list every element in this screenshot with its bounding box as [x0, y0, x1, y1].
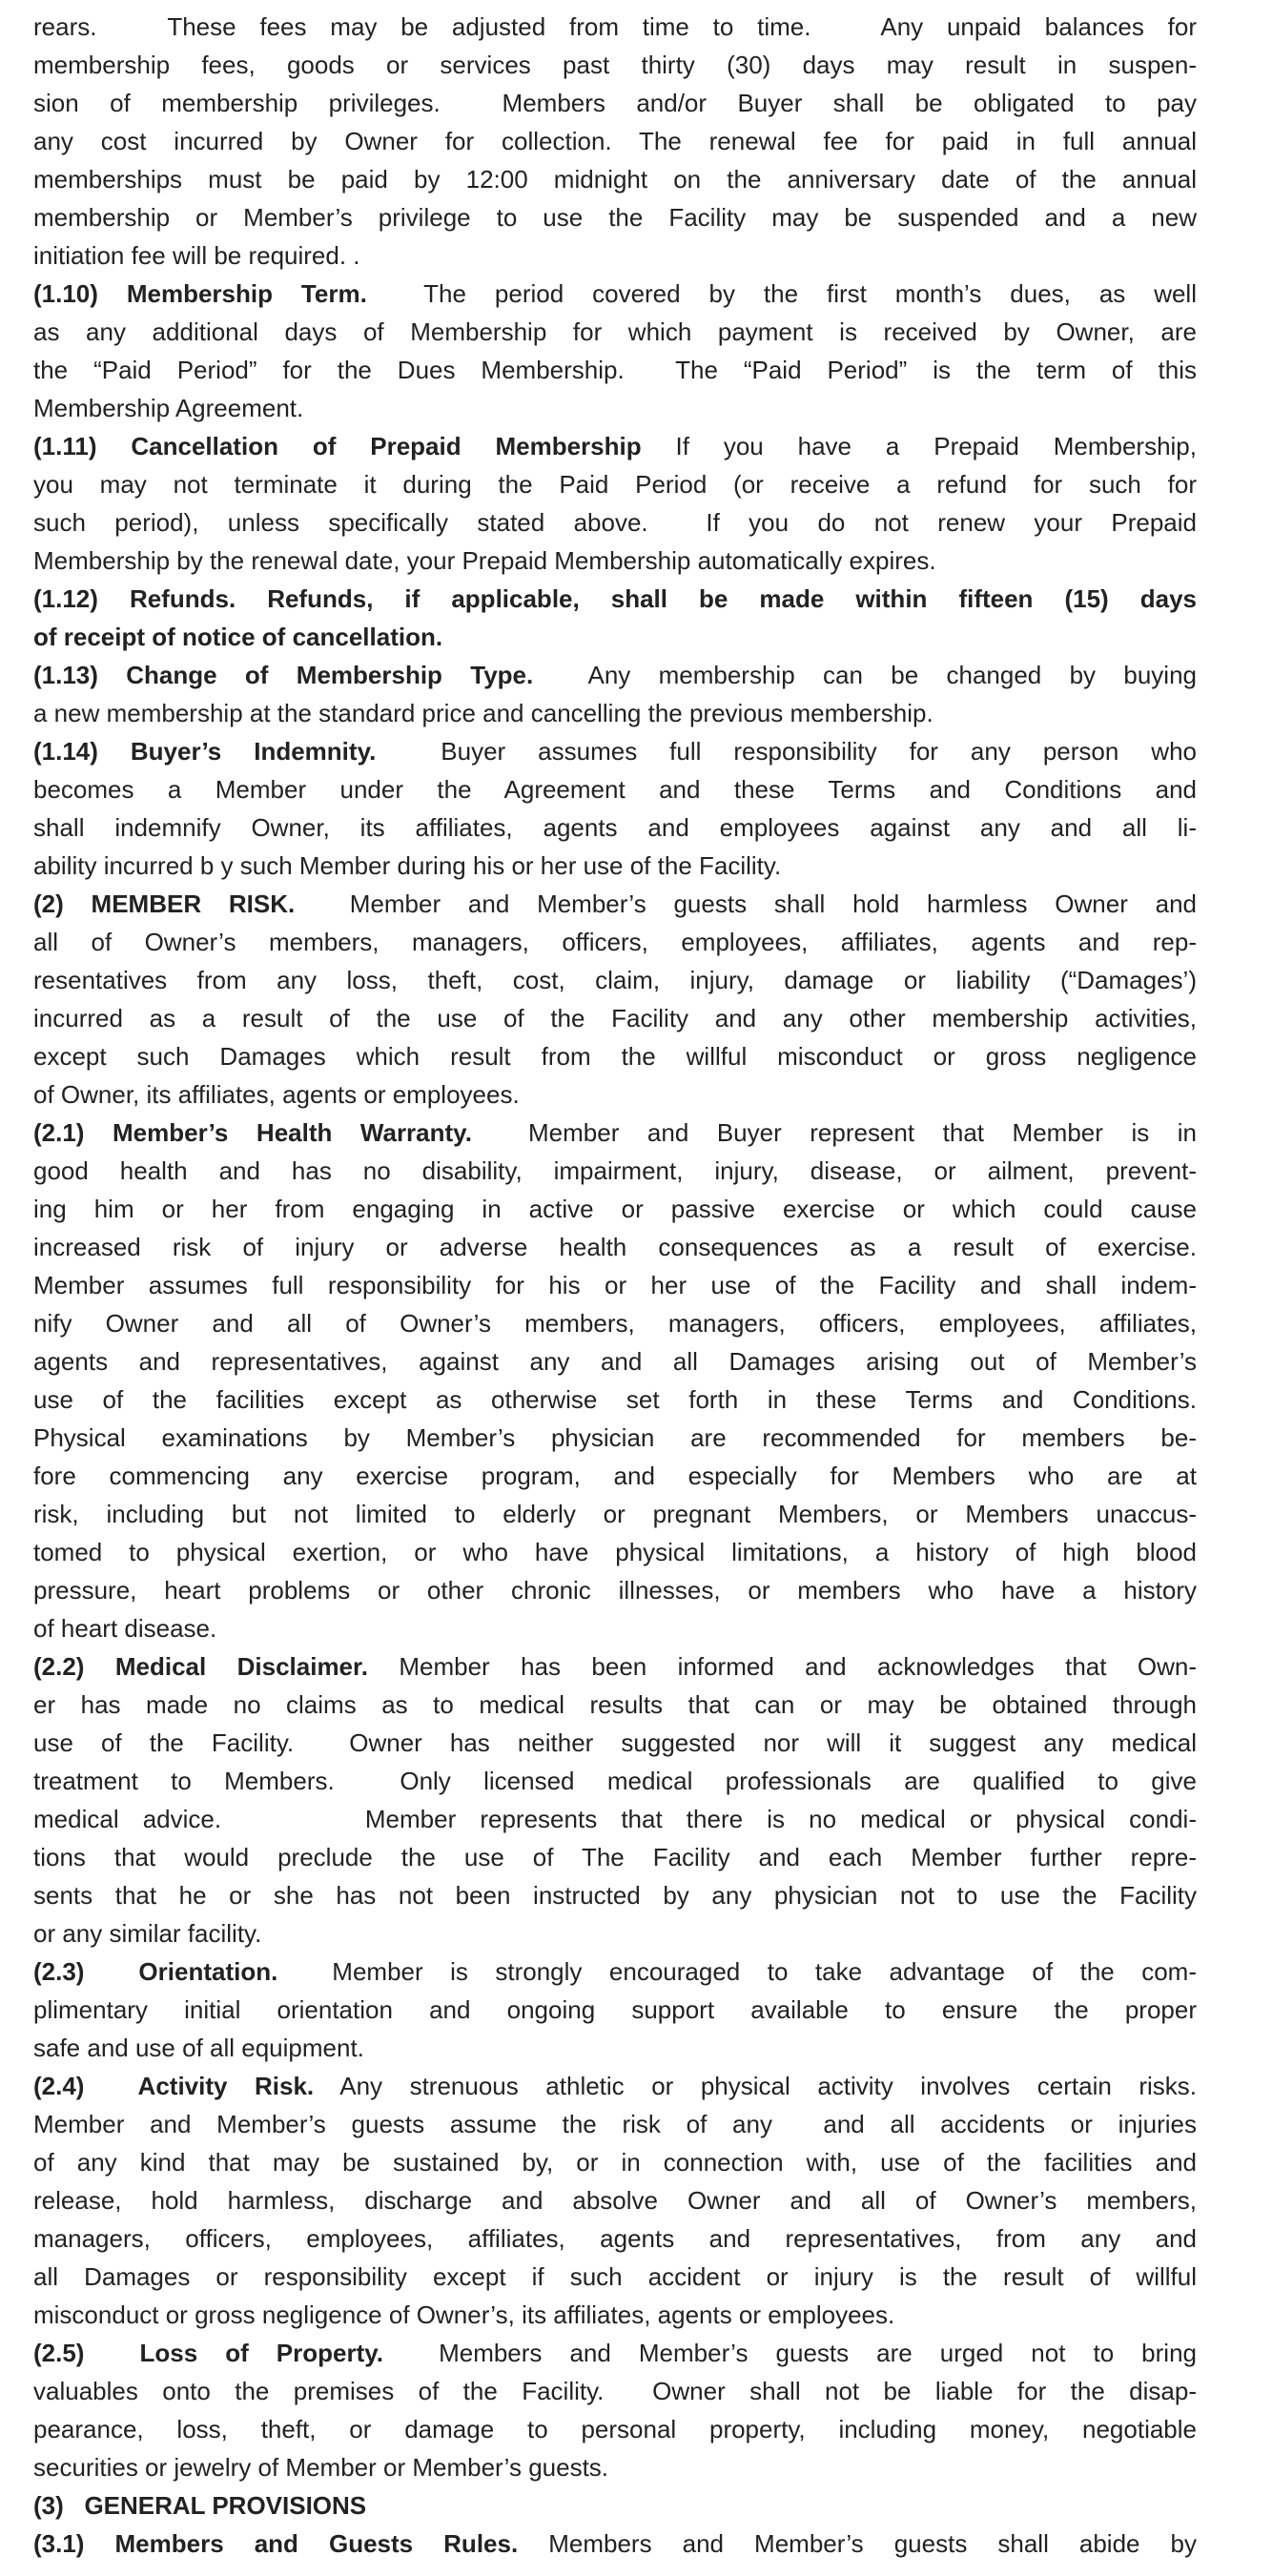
text-line: [33, 580, 1197, 618]
body-text: incurred as a result of the use of the Facility and any other membership activities,: [33, 1004, 1197, 1032]
text-line: [33, 427, 1197, 465]
section-heading: (1.14) Buyer’s Indemnity.: [33, 737, 377, 766]
text-line: [33, 2029, 1197, 2067]
text-line: [33, 770, 1197, 808]
body-text: such period), unless specifically stated above. If you do not renew your Prepaid: [33, 508, 1197, 537]
body-text: initiation fee will be required. .: [33, 241, 360, 270]
section-heading: (2.1) Member’s Health Warranty.: [33, 1118, 472, 1147]
text-line: [33, 1686, 1197, 1724]
body-text: Physical examinations by Member’s physician are recommended for members be-: [33, 1423, 1197, 1452]
text-line: [33, 160, 1197, 198]
body-text: er has made no claims as to medical results that can or may be obtained through: [33, 1690, 1197, 1719]
text-line: [33, 2105, 1197, 2143]
text-line: [33, 313, 1197, 351]
body-text: If you have a Prepaid Membership,: [641, 432, 1197, 460]
text-line: [33, 275, 1197, 313]
body-text: except such Damages which result from the willful misconduct or gross negligence: [33, 1042, 1197, 1071]
body-text: valuables onto the premises of the Facility. Owner shall not be liable for the disap-: [33, 2377, 1197, 2405]
body-text: The period covered by the first month’s dues, as well: [366, 279, 1197, 308]
section-heading: (1.13) Change of Membership Type.: [33, 661, 534, 689]
text-line: [33, 2448, 1197, 2486]
text-line: [33, 2486, 1197, 2525]
text-line: [33, 1533, 1197, 1571]
body-text: the “Paid Period” for the Dues Membership. The “Paid Period” is the term of this: [33, 356, 1197, 384]
section-heading: (2.4) Activity Risk.: [33, 2072, 315, 2100]
text-line: [33, 732, 1197, 770]
body-text: rears. These fees may be adjusted from time to time. Any unpaid balances for: [33, 12, 1197, 41]
section-heading: (2.3) Orientation.: [33, 1957, 278, 1986]
body-text: all of Owner’s members, managers, officers, employees, affiliates, agents and rep-: [33, 928, 1197, 956]
text-line: [33, 1495, 1197, 1533]
text-line: [33, 46, 1197, 84]
text-line: [33, 1762, 1197, 1800]
text-line: [33, 1380, 1197, 1419]
text-line: [33, 1991, 1197, 2029]
body-text: risk, including but not limited to elderly or pregnant Members, or Members unaccus-: [33, 1500, 1197, 1528]
body-text: increased risk of injury or adverse health consequences as a result of exercise.: [33, 1233, 1197, 1261]
text-line: [33, 1419, 1197, 1457]
body-text: membership or Member’s privilege to use the Facility may be suspended and a new: [33, 203, 1197, 232]
body-text: use of the facilities except as otherwise set forth in these Terms and Conditions.: [33, 1385, 1197, 1414]
text-line: [33, 1114, 1197, 1152]
body-text: sents that he or she has not been instructed by any physician not to use the Facility: [33, 1881, 1197, 1910]
body-text: tions that would preclude the use of The Facility and each Member further repre-: [33, 1843, 1197, 1871]
text-line: [33, 1152, 1197, 1190]
text-line: [33, 923, 1197, 961]
text-line: [33, 1724, 1197, 1762]
text-line: [33, 198, 1197, 236]
text-line: [33, 2334, 1197, 2372]
text-line: [33, 465, 1197, 503]
text-line: [33, 656, 1197, 694]
body-text: Member has been informed and acknowledges that Own-: [367, 1652, 1197, 1681]
body-text: nify Owner and all of Owner’s members, managers, officers, employees, affiliates,: [33, 1309, 1197, 1338]
section-heading: (3.1) Members and Guests Rules.: [33, 2529, 519, 2558]
body-text: ability incurred b y such Member during his or her use of the Facility.: [33, 851, 782, 880]
body-text: misconduct or gross negligence of Owner’s, its affiliates, agents or employees.: [33, 2300, 895, 2329]
text-line: [33, 1190, 1197, 1228]
body-text: membership fees, goods or services past thirty (30) days may result in suspen-: [33, 51, 1197, 79]
body-text: Any membership can be changed by buying: [533, 661, 1197, 689]
text-line: [33, 847, 1197, 885]
text-line: [33, 1952, 1197, 1991]
body-text: agents and representatives, against any and all Damages arising out of Member’s: [33, 1347, 1197, 1376]
text-line: [33, 999, 1197, 1037]
text-line: [33, 1037, 1197, 1075]
text-line: [33, 1304, 1197, 1342]
section-heading: (1.11) Cancellation of Prepaid Membership: [33, 432, 642, 460]
body-text: Members and Member’s guests are urged not to bring: [383, 2339, 1197, 2367]
body-text: of any kind that may be sustained by, or in connection with, use of the facilities and: [33, 2148, 1197, 2177]
text-line: [33, 1800, 1197, 1838]
body-text: of Owner, its affiliates, agents or employees.: [33, 1080, 520, 1109]
body-text: Membership Agreement.: [33, 394, 304, 422]
body-text: Buyer assumes full responsibility for any person who: [376, 737, 1197, 766]
body-text: ing him or her from engaging in active or passive exercise or which could cause: [33, 1195, 1197, 1223]
text-line: [33, 2258, 1197, 2296]
body-text: release, hold harmless, discharge and absolve Owner and all of Owner’s members,: [33, 2186, 1197, 2215]
body-text: treatment to Members. Only licensed medical professionals are qualified to give: [33, 1767, 1197, 1795]
body-text: Member is strongly encouraged to take advantage of the com-: [277, 1957, 1197, 1986]
text-line: [33, 2410, 1197, 2448]
body-text: Membership by the renewal date, your Prepaid Membership automatically expires.: [33, 546, 936, 575]
text-line: [33, 1075, 1197, 1114]
text-line: [33, 1457, 1197, 1495]
text-line: [33, 542, 1197, 580]
text-line: [33, 1876, 1197, 1914]
text-line: [33, 351, 1197, 389]
text-line: [33, 1838, 1197, 1876]
text-line: [33, 1342, 1197, 1380]
body-text: pressure, heart problems or other chronic illnesses, or members who have a history: [33, 1576, 1197, 1605]
body-text: Member assumes full responsibility for his or her use of the Facility and shall indem-: [33, 1271, 1197, 1299]
body-text: medical advice. Member represents that there is no medical or physical condi-: [33, 1805, 1197, 1833]
body-text: Any strenuous athletic or physical activity involves certain risks.: [314, 2072, 1197, 2100]
text-line: [33, 1228, 1197, 1266]
body-text: safe and use of all equipment.: [33, 2034, 364, 2062]
body-text: Member and Member’s guests assume the risk of any and all accidents or injuries: [33, 2110, 1197, 2138]
text-line: [33, 2372, 1197, 2410]
section-heading: (2.2) Medical Disclaimer.: [33, 1652, 368, 1681]
body-text: sion of membership privileges. Members and/or Buyer shall be obligated to pay: [33, 89, 1197, 117]
body-text: tomed to physical exertion, or who have physical limitations, a history of high blood: [33, 1538, 1197, 1566]
body-text: memberships must be paid by 12:00 midnight on the anniversary date of the annual: [33, 165, 1197, 194]
body-text: resentatives from any loss, theft, cost, claim, injury, damage or liability (“Damages’): [33, 966, 1197, 994]
text-line: [33, 1609, 1197, 1647]
body-text: of heart disease.: [33, 1614, 217, 1643]
body-text: or any similar facility.: [33, 1919, 262, 1948]
text-line: [33, 1914, 1197, 1952]
body-text: pearance, loss, theft, or damage to personal property, including money, negotiable: [33, 2415, 1197, 2443]
text-line: [33, 694, 1197, 732]
body-text: a new membership at the standard price and cancelling the previous membership.: [33, 699, 933, 727]
text-line: [33, 1266, 1197, 1304]
body-text: Members and Member’s guests shall abide by: [518, 2529, 1197, 2558]
section-heading: (1.12) Refunds. Refunds, if applicable, shall be made within fifteen (15) days: [33, 584, 1197, 613]
section-heading: of receipt of notice of cancellation.: [33, 623, 443, 651]
section-heading: (2.5) Loss of Property.: [33, 2339, 384, 2367]
body-text: plimentary initial orientation and ongoing support available to ensure the proper: [33, 1995, 1197, 2024]
text-line: [33, 236, 1197, 275]
section-heading: (3) GENERAL PROVISIONS: [33, 2491, 367, 2520]
text-line: [33, 2219, 1197, 2258]
body-text: managers, officers, employees, affiliates, agents and representatives, from any and: [33, 2224, 1197, 2253]
body-text: securities or jewelry of Member or Member’s guests.: [33, 2453, 609, 2482]
text-line: [33, 503, 1197, 542]
text-line: [33, 618, 1197, 656]
body-text: use of the Facility. Owner has neither suggested nor will it suggest any medical: [33, 1728, 1197, 1757]
body-text: shall indemnify Owner, its affiliates, agents and employees against any and all li-: [33, 813, 1197, 842]
text-line: [33, 389, 1197, 427]
body-text: fore commencing any exercise program, and especially for Members who are at: [33, 1462, 1197, 1490]
body-text: Member and Member’s guests shall hold harmless Owner and: [295, 889, 1197, 918]
text-line: [33, 122, 1197, 160]
text-line: [33, 2143, 1197, 2181]
text-line: [33, 808, 1197, 847]
body-text: all Damages or responsibility except if such accident or injury is the result of willful: [33, 2262, 1197, 2291]
body-text: you may not terminate it during the Paid Period (or receive a refund for such for: [33, 470, 1197, 499]
text-line: [33, 1647, 1197, 1686]
text-line: [33, 2296, 1197, 2334]
section-heading: (2) MEMBER RISK.: [33, 889, 296, 918]
body-text: good health and has no disability, impairment, injury, disease, or ailment, prevent-: [33, 1156, 1197, 1185]
body-text: as any additional days of Membership for which payment is received by Owner, are: [33, 317, 1197, 346]
text-line: [33, 2525, 1197, 2563]
document-page: [33, 8, 1197, 2563]
body-text: Member and Buyer represent that Member is in: [471, 1118, 1197, 1147]
section-heading: (1.10) Membership Term.: [33, 279, 367, 308]
text-line: [33, 885, 1197, 923]
text-line: [33, 2067, 1197, 2105]
text-line: [33, 961, 1197, 999]
text-line: [33, 84, 1197, 122]
body-text: becomes a Member under the Agreement and these Terms and Conditions and: [33, 775, 1197, 804]
text-line: [33, 1571, 1197, 1609]
text-line: [33, 2181, 1197, 2219]
text-line: [33, 8, 1197, 46]
body-text: any cost incurred by Owner for collection. The renewal fee for paid in full annual: [33, 127, 1197, 155]
